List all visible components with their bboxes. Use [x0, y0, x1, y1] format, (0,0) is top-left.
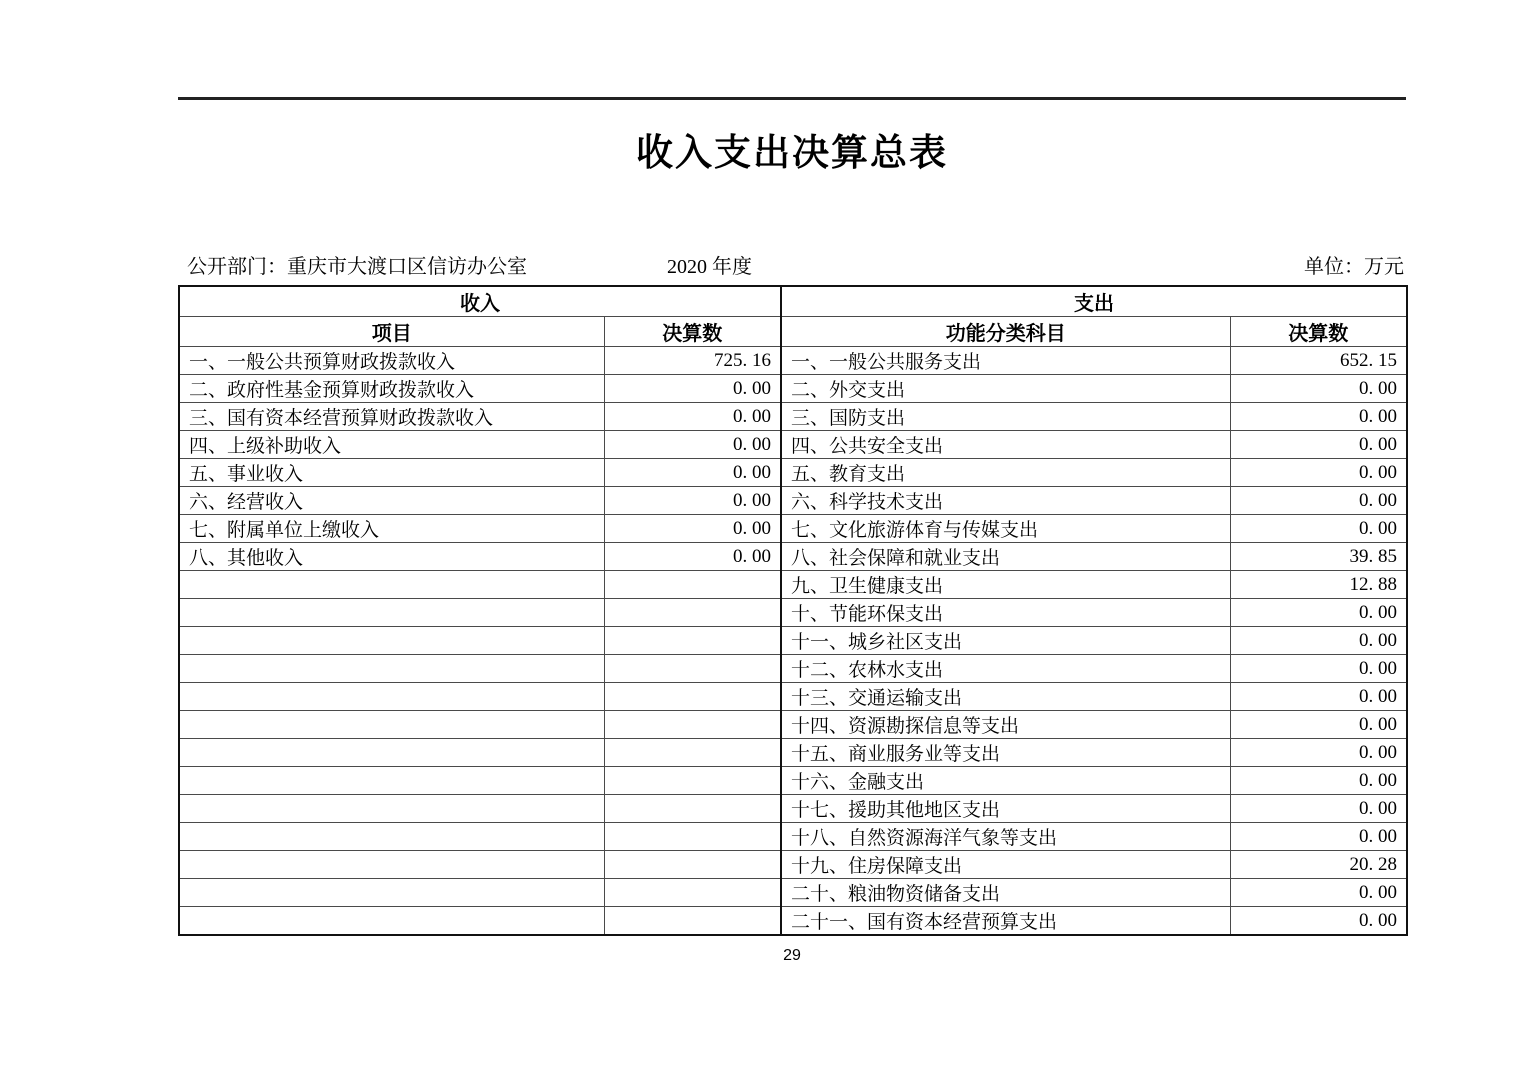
department-label: 公开部门：重庆市大渡口区信访办公室: [187, 256, 527, 278]
expenditure-item-cell: 四、公共安全支出: [781, 431, 1230, 459]
table-body: [179, 347, 1407, 936]
expenditure-item-cell: 六、科学技术支出: [781, 487, 1230, 515]
income-item-cell: [179, 627, 604, 655]
income-item-cell: [179, 711, 604, 739]
expenditure-item-cell: 十五、商业服务业等支出: [781, 739, 1230, 767]
expenditure-item-cell: 二、外交支出: [781, 375, 1230, 403]
income-item-cell: [179, 767, 604, 795]
expenditure-item-cell: 九、卫生健康支出: [781, 571, 1230, 599]
income-amount-cell: 0. 00: [604, 459, 781, 487]
income-section-header: 收入: [179, 286, 781, 317]
income-item-column-header: 项目: [179, 317, 604, 347]
year-label: 2020 年度: [667, 256, 752, 278]
income-item-cell: [179, 907, 604, 936]
income-amount-cell: 725. 16: [604, 347, 781, 375]
income-amount-cell: [604, 907, 781, 936]
table-row: [179, 907, 1407, 936]
income-amount-cell: [604, 627, 781, 655]
expenditure-amount-cell: 0. 00: [1230, 403, 1407, 431]
income-amount-cell: 0. 00: [604, 403, 781, 431]
expenditure-amount-cell: 0. 00: [1230, 627, 1407, 655]
table-row: [179, 459, 1407, 487]
table-row: [179, 655, 1407, 683]
table-row: [179, 711, 1407, 739]
expenditure-item-cell: 十六、金融支出: [781, 767, 1230, 795]
table-row: [179, 599, 1407, 627]
table-row: [179, 347, 1407, 375]
income-item-cell: [179, 599, 604, 627]
income-amount-cell: [604, 851, 781, 879]
expenditure-amount-cell: 20. 28: [1230, 851, 1407, 879]
income-amount-cell: [604, 879, 781, 907]
income-amount-cell: 0. 00: [604, 431, 781, 459]
expenditure-amount-cell: 652. 15: [1230, 347, 1407, 375]
expenditure-item-cell: 七、文化旅游体育与传媒支出: [781, 515, 1230, 543]
expenditure-item-cell: 一、一般公共服务支出: [781, 347, 1230, 375]
page-title: 收入支出决算总表: [636, 132, 948, 173]
table-row: [179, 375, 1407, 403]
summary-table: [178, 285, 1408, 936]
header-rule: [178, 97, 1406, 100]
table-row: [179, 795, 1407, 823]
income-amount-cell: [604, 571, 781, 599]
income-item-cell: 七、附属单位上缴收入: [179, 515, 604, 543]
income-amount-cell: [604, 795, 781, 823]
table-row: [179, 879, 1407, 907]
income-amount-cell: [604, 767, 781, 795]
expenditure-section-header: 支出: [781, 286, 1407, 317]
expenditure-amount-cell: 0. 00: [1230, 515, 1407, 543]
expenditure-amount-cell: 0. 00: [1230, 655, 1407, 683]
table-row: [179, 823, 1407, 851]
income-amount-cell: 0. 00: [604, 375, 781, 403]
expenditure-amount-cell: 0. 00: [1230, 907, 1407, 936]
expenditure-item-cell: 二十、粮油物资储备支出: [781, 879, 1230, 907]
table-row: [179, 851, 1407, 879]
table-row: [179, 683, 1407, 711]
income-item-cell: 六、经营收入: [179, 487, 604, 515]
expenditure-item-cell: 十七、援助其他地区支出: [781, 795, 1230, 823]
expenditure-item-cell: 十二、农林水支出: [781, 655, 1230, 683]
income-item-cell: [179, 851, 604, 879]
expenditure-amount-cell: 0. 00: [1230, 767, 1407, 795]
income-item-cell: 三、国有资本经营预算财政拨款收入: [179, 403, 604, 431]
income-amount-cell: [604, 655, 781, 683]
expenditure-item-cell: 十四、资源勘探信息等支出: [781, 711, 1230, 739]
income-amount-cell: 0. 00: [604, 515, 781, 543]
table-info-line: [178, 254, 1406, 280]
expenditure-amount-cell: 0. 00: [1230, 823, 1407, 851]
income-item-cell: [179, 655, 604, 683]
expenditure-amount-cell: 0. 00: [1230, 487, 1407, 515]
table-row: [179, 403, 1407, 431]
income-item-cell: 二、政府性基金预算财政拨款收入: [179, 375, 604, 403]
expenditure-item-cell: 十一、城乡社区支出: [781, 627, 1230, 655]
expenditure-amount-cell: 0. 00: [1230, 739, 1407, 767]
income-amount-column-header: 决算数: [604, 317, 781, 347]
expenditure-item-cell: 十八、自然资源海洋气象等支出: [781, 823, 1230, 851]
expenditure-item-cell: 十、节能环保支出: [781, 599, 1230, 627]
income-amount-cell: [604, 739, 781, 767]
income-item-cell: [179, 683, 604, 711]
expenditure-amount-column-header: 决算数: [1230, 317, 1407, 347]
expenditure-amount-cell: 0. 00: [1230, 795, 1407, 823]
income-item-cell: [179, 879, 604, 907]
expenditure-amount-cell: 0. 00: [1230, 375, 1407, 403]
income-amount-cell: [604, 683, 781, 711]
income-item-cell: [179, 571, 604, 599]
expenditure-amount-cell: 0. 00: [1230, 711, 1407, 739]
income-amount-cell: 0. 00: [604, 487, 781, 515]
expenditure-item-cell: 八、社会保障和就业支出: [781, 543, 1230, 571]
income-item-cell: [179, 823, 604, 851]
section-header-row: [179, 286, 1407, 317]
expenditure-amount-cell: 0. 00: [1230, 599, 1407, 627]
expenditure-item-cell: 十三、交通运输支出: [781, 683, 1230, 711]
expenditure-amount-cell: 39. 85: [1230, 543, 1407, 571]
income-amount-cell: [604, 599, 781, 627]
income-amount-cell: [604, 823, 781, 851]
income-item-cell: 一、一般公共预算财政拨款收入: [179, 347, 604, 375]
column-header-row: [179, 317, 1407, 347]
table-row: [179, 487, 1407, 515]
expenditure-amount-cell: 0. 00: [1230, 879, 1407, 907]
income-item-cell: 八、其他收入: [179, 543, 604, 571]
expenditure-item-cell: 三、国防支出: [781, 403, 1230, 431]
income-amount-cell: 0. 00: [604, 543, 781, 571]
unit-label: 单位：万元: [1304, 256, 1404, 278]
table-row: [179, 571, 1407, 599]
income-item-cell: 四、上级补助收入: [179, 431, 604, 459]
expenditure-item-cell: 二十一、国有资本经营预算支出: [781, 907, 1230, 936]
income-item-cell: 五、事业收入: [179, 459, 604, 487]
expenditure-item-cell: 五、教育支出: [781, 459, 1230, 487]
table-row: [179, 431, 1407, 459]
income-amount-cell: [604, 711, 781, 739]
expenditure-amount-cell: 12. 88: [1230, 571, 1407, 599]
expenditure-amount-cell: 0. 00: [1230, 459, 1407, 487]
page-number: 29: [783, 947, 801, 964]
document-page: [178, 0, 1406, 1074]
expenditure-amount-cell: 0. 00: [1230, 683, 1407, 711]
expenditure-item-cell: 十九、住房保障支出: [781, 851, 1230, 879]
table-row: [179, 739, 1407, 767]
table-row: [179, 543, 1407, 571]
table-row: [179, 627, 1407, 655]
expenditure-item-column-header: 功能分类科目: [781, 317, 1230, 347]
income-item-cell: [179, 795, 604, 823]
expenditure-amount-cell: 0. 00: [1230, 431, 1407, 459]
income-item-cell: [179, 739, 604, 767]
table-row: [179, 515, 1407, 543]
table-row: [179, 767, 1407, 795]
